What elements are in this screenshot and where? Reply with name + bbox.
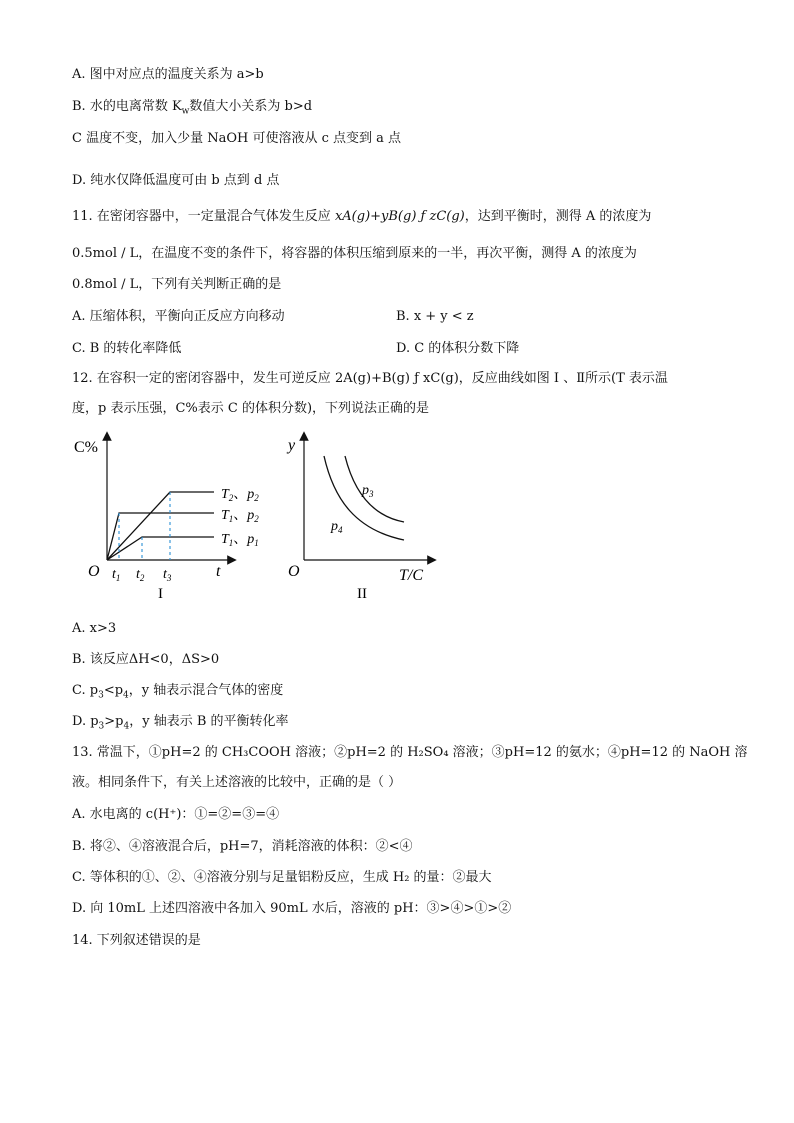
q12-option-a: A. x>3	[72, 621, 117, 636]
q11-stem-text-2: ，达到平衡时，测得 A 的浓度为	[464, 209, 652, 224]
q13-stem-line-1: 13. 常温下，①pH=2 的 CH₃COOH 溶液；②pH=2 的 H₂SO₄ 溶液；③pH=12 的氨水；④pH=12 的 NaOH 溶	[72, 745, 748, 760]
figure-1-tick-t3: $t_3$	[163, 567, 172, 583]
q12-option-d	[72, 713, 289, 736]
q12-option-d-text: D. p	[72, 714, 99, 729]
q12-option-c-sub-1: 3	[98, 690, 104, 701]
figure-1-caption: I	[158, 586, 163, 602]
q10-option-b-text-2: 数值大小关系为 b>d	[189, 99, 313, 114]
q11-option-a: A. 压缩体积，平衡向正反应方向移动	[72, 309, 285, 324]
q12-option-d-text-2: ，y 轴表示 B 的平衡转化率	[129, 714, 289, 729]
q11-concentration-1: 0.5mol / L	[72, 246, 139, 261]
figure-1-label-t2-p2: $T_2$、$p_2$	[221, 487, 259, 503]
q13-option-d: D. 向 10mL 上述四溶液中各加入 90mL 水后，溶液的 pH：③>④>①>②	[72, 901, 512, 916]
figure-2-label-p3: $p_3$	[362, 483, 374, 499]
figure-1-tick-t1: $t_1$	[112, 567, 121, 583]
q10-option-a: A. 图中对应点的温度关系为 a>b	[72, 67, 264, 82]
figure-2-caption: II	[357, 586, 367, 602]
q12-option-d-sub-1: 3	[98, 721, 105, 732]
q12-option-c	[72, 682, 283, 705]
q12-option-c-text-2: ，y 轴表示混合气体的密度	[128, 683, 284, 698]
q11-stem-text-4: ，下列有关判断正确的是	[138, 277, 282, 292]
q12-stem-line-1: 12. 在容积一定的密闭容器中，发生可逆反应 2A(g)+B(g) ƒ xC(g)，反应曲线如图 I 、Ⅱ所示(T 表示温	[72, 371, 668, 386]
figure-2-x-label: T/C	[399, 567, 424, 584]
q12-option-b: B. 该反应ΔH<0，ΔS>0	[72, 652, 220, 667]
q12-option-c-sub-2: 4	[123, 690, 129, 701]
q10-option-b	[72, 98, 312, 121]
q12-option-c-text: C. p	[72, 683, 99, 698]
q11-stem-line-3	[72, 276, 281, 294]
figure-2-curve-p3	[345, 456, 404, 522]
figure-1-tick-t2: $t_2$	[136, 567, 145, 583]
q11-option-d: D. C 的体积分数下降	[396, 341, 520, 356]
q11-concentration-2: 0.8mol / L	[72, 277, 139, 292]
figure-1-label-t1-p2: $T_1$、$p_2$	[221, 508, 259, 524]
q10-option-b-sub: w	[181, 106, 190, 117]
q13-option-c: C. 等体积的①、②、④溶液分别与足量铝粉反应，生成 H₂ 的量：②最大	[72, 870, 492, 885]
figure-1-curve-t1-p1	[107, 537, 214, 560]
q12-figures-svg	[66, 430, 446, 605]
figure-1-y-label: C%	[74, 439, 98, 456]
figure-2-y-label: y	[288, 437, 296, 454]
q14-stem: 14. 下列叙述错误的是	[72, 933, 201, 948]
q11-option-b: B. x + y < z	[396, 309, 474, 324]
figure-1-x-label: t	[216, 563, 221, 580]
figure-2-label-p4: $p_4$	[331, 519, 343, 535]
q10-option-b-text: B. 水的电离常数 K	[72, 99, 182, 114]
q11-equation: xA(g)+yB(g) ƒ zC(g)	[334, 209, 465, 224]
q10-option-c: C 温度不变，加入少量 NaOH 可使溶液从 c 点变到 a 点	[72, 131, 402, 146]
q11-option-c: C. B 的转化率降低	[72, 341, 182, 356]
figure-1-label-t1-p1: $T_1$、$p_1$	[221, 532, 259, 548]
q10-option-d: D. 纯水仅降低温度可由 b 点到 d 点	[72, 173, 280, 188]
q12-stem-line-2: 度，p 表示压强，C%表示 C 的体积分数)，下列说法正确的是	[72, 401, 430, 416]
q13-stem-line-2: 液。相同条件下，有关上述溶液的比较中，正确的是（ ）	[72, 775, 402, 790]
q11-stem-line-1	[72, 208, 651, 226]
figure-2-origin: O	[288, 563, 300, 580]
figure-2	[286, 436, 432, 602]
figure-1	[74, 436, 259, 602]
q11-stem-text-3: ，在温度不变的条件下，将容器的体积压缩到原来的一半，再次平衡，测得 A 的浓度为	[138, 246, 637, 261]
q12-option-d-mid: >p	[104, 714, 124, 729]
q13-option-a: A. 水电离的 c(H⁺)：①=②=③=④	[72, 807, 280, 822]
q12-option-d-sub-2: 4	[123, 721, 130, 732]
q12-option-c-mid: <p	[103, 683, 124, 698]
q11-stem-text: 11. 在密闭容器中，一定量混合气体发生反应	[72, 209, 331, 224]
q12-figures	[66, 430, 446, 609]
figure-1-origin: O	[88, 563, 100, 580]
q11-stem-line-2	[72, 245, 637, 263]
q13-option-b: B. 将②、④溶液混合后，pH=7，消耗溶液的体积：②<④	[72, 839, 413, 854]
